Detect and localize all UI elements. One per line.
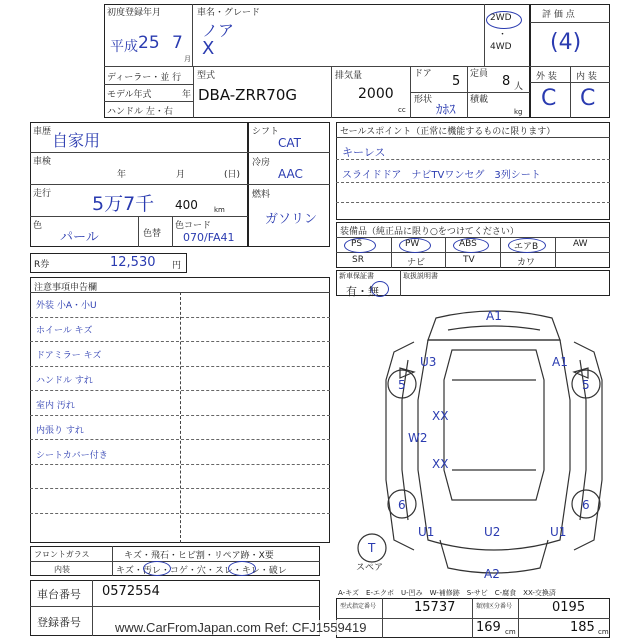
mark-right-front-wheel: 5	[582, 378, 590, 392]
mark-roof-1: XX	[432, 409, 449, 423]
interior-label: 内 装	[576, 72, 597, 82]
color-swap-label: 色替	[143, 229, 162, 239]
first-reg-year: 25	[138, 33, 160, 53]
length-unit: cm	[505, 628, 516, 636]
mark-left-front-wheel: 5	[398, 378, 406, 392]
door-label: ドア	[414, 69, 432, 79]
month-unit: 月	[184, 55, 191, 63]
mark-left-rear: U1	[418, 525, 435, 539]
capacity-value: 8	[502, 74, 511, 89]
score-label: 評 価 点	[542, 10, 575, 20]
model-name-label: 車名・グレード	[197, 8, 261, 18]
load-label: 積載	[470, 95, 489, 105]
yen-unit: 円	[172, 261, 182, 271]
cc-unit: cc	[398, 106, 406, 114]
selling-point-item: キーレス	[342, 146, 386, 159]
glass-interior-label: 内装	[54, 565, 70, 574]
first-reg-era: 平成	[110, 39, 138, 55]
eq-sr: SR	[352, 255, 364, 265]
car-hood	[448, 326, 540, 330]
displacement-label: 排気量	[335, 71, 363, 81]
mileage-value: 5万7千	[92, 193, 155, 215]
width-value: 185	[570, 620, 595, 635]
color-value: パール	[60, 230, 99, 245]
shape-label: 形状	[414, 95, 433, 105]
warranty-label: 新車保証書	[339, 272, 374, 280]
color-code: 070/FA41	[183, 231, 235, 244]
eq-tv: TV	[463, 255, 475, 265]
capacity-label: 定員	[470, 69, 489, 79]
note-item: ハンドル すれ	[36, 376, 93, 386]
grade: X	[202, 38, 215, 59]
length-value: 169	[476, 620, 501, 635]
interior-score: C	[580, 86, 596, 111]
drive-dot: ・	[498, 30, 508, 40]
class-value: 0195	[552, 600, 586, 615]
drive-4wd: 4WD	[490, 42, 512, 52]
ac-label: 冷房	[252, 158, 271, 168]
notes-title: 注意事項申告欄	[34, 283, 98, 293]
ac-value: AAC	[278, 167, 303, 181]
eq-ps: PS	[351, 239, 363, 249]
eq-airbag: エアB	[514, 242, 539, 252]
warranty-value: 有・無	[346, 285, 379, 298]
front-glass-label: フロントガラス	[34, 550, 90, 559]
chassis-value: 0572554	[102, 584, 160, 599]
color-label: 色	[33, 221, 43, 231]
score-value: (4)	[550, 30, 582, 55]
mark-rear-center: U2	[484, 525, 501, 539]
eq-navi: ナビ	[407, 258, 426, 268]
dealer-label: ディーラー・並 行	[107, 73, 182, 83]
km-unit: km	[214, 206, 225, 214]
year-unit: 年	[182, 90, 192, 100]
mark-left-front-door: U3	[420, 355, 437, 369]
equipment-title: 装備品（純正品に限り○をつけてください）	[340, 227, 519, 237]
use-label: 車歴	[33, 127, 52, 137]
model-name: ノア	[202, 21, 235, 40]
mark-rear: A2	[484, 567, 500, 581]
doors-value: 5	[452, 74, 461, 89]
note-item: 外装 小A・小U	[36, 301, 97, 311]
mark-right-rear: U1	[550, 525, 567, 539]
r-label: R券	[34, 260, 50, 270]
manual-label: 取扱説明書	[403, 272, 438, 280]
mark-left-rear-wheel: 6	[398, 498, 406, 512]
note-item: シートカバー付き	[36, 451, 108, 461]
mark-left-side: W2	[408, 431, 428, 445]
damage-legend: A-キズ E-エクボ U-凹み W-補修跡 S-サビ C-腐食 XX-交換済	[338, 589, 556, 597]
first-reg-month: 7	[172, 33, 183, 53]
car-roof-outline	[444, 350, 544, 500]
inspection-day: (日)	[224, 170, 241, 180]
exterior-score: C	[541, 86, 557, 111]
mark-front: A1	[486, 309, 502, 323]
eq-pw: PW	[405, 239, 420, 249]
displacement-value: 2000	[358, 86, 394, 102]
r-value: 12,530	[110, 255, 156, 270]
mark-right-rear-wheel: 6	[582, 498, 590, 512]
note-item: 内張り すれ	[36, 426, 84, 436]
shift-label: シフト	[252, 127, 280, 137]
chassis-label: 車台番号	[37, 588, 81, 601]
note-item: ホイール キズ	[36, 326, 93, 336]
width-unit: cm	[598, 628, 609, 636]
type-value: DBA-ZRR70G	[198, 86, 298, 104]
inspection-label: 車検	[33, 157, 52, 167]
model-year-label: モデル年式	[107, 90, 152, 100]
glass-interior-text: キズ・汚レ・コゲ・穴・スレ・キレ・破レ	[116, 566, 287, 576]
kg-unit: kg	[514, 108, 523, 116]
spare-mark: T	[368, 541, 376, 555]
eq-abs: ABS	[459, 239, 477, 249]
use-value: 自家用	[52, 131, 101, 150]
first-reg-label: 初度登録年月	[107, 8, 162, 18]
inspection-year: 年	[117, 170, 127, 180]
spare-label: スペア	[356, 563, 384, 573]
type-label: 型式	[197, 71, 216, 81]
mark-right-front-door: A1	[552, 355, 568, 369]
shape-value: ｶﾎｽ	[436, 103, 456, 118]
reg-label: 登録番号	[37, 616, 81, 629]
car-body-outline	[418, 340, 570, 550]
handle-label: ハンドル 左・右	[107, 107, 173, 117]
exterior-label: 外 装	[536, 72, 557, 82]
class-label: 類別区分番号	[476, 603, 513, 610]
mark-roof-2: XX	[432, 457, 449, 471]
note-item: 室内 汚れ	[36, 401, 75, 411]
shift-value: CAT	[278, 136, 301, 150]
front-glass-text: キズ・飛石・ヒビ割・リペア跡・X要	[124, 551, 274, 561]
type-cert-label: 型式指定番号	[340, 603, 377, 610]
watermark: www.CarFromJapan.com Ref: CFJ1559419	[112, 620, 369, 635]
selling-point-item: スライドドア ナビTVワンセグ 3列シート	[342, 170, 541, 181]
color-code-label: 色コード	[175, 221, 212, 231]
person-unit: 人	[514, 82, 524, 92]
note-item: ドアミラー キズ	[36, 351, 102, 361]
eq-aw: AW	[573, 239, 588, 249]
fuel-label: 燃料	[252, 190, 271, 200]
inspection-month: 月	[176, 170, 186, 180]
type-cert-value: 15737	[414, 600, 456, 615]
fuel-value: ガソリン	[265, 212, 318, 227]
eq-leather: カワ	[517, 258, 536, 268]
drive-2wd: 2WD	[490, 13, 512, 23]
selling-points-title: セールスポイント（正常に機能するものに限ります）	[340, 127, 556, 137]
mileage-label: 走行	[33, 189, 52, 199]
mileage-sub: 400	[175, 198, 198, 212]
